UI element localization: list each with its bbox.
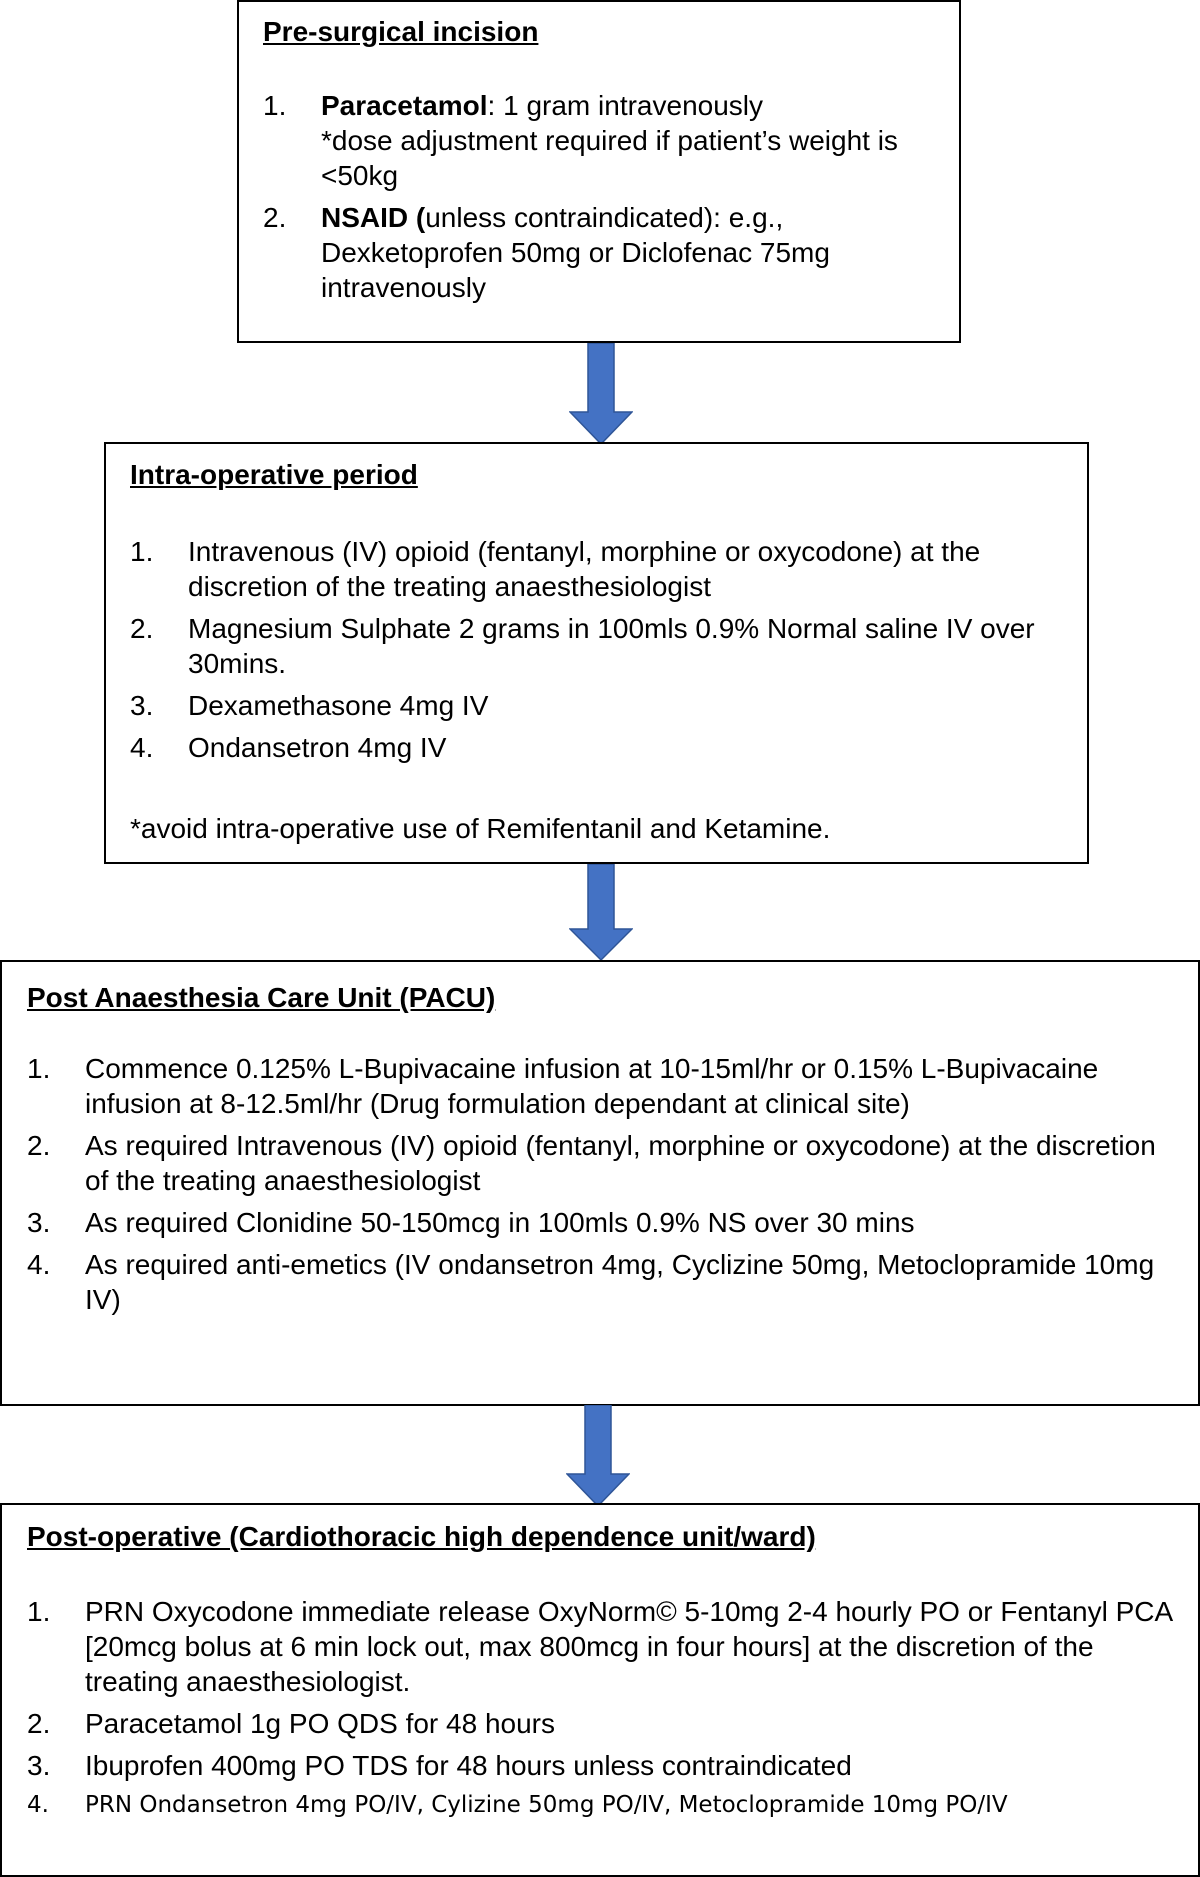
list-item [27,1790,1177,1820]
item-text: Intravenous (IV) opioid (fentanyl, morphine or oxycodone) at the discretion of the treating anaesthesiologist [188,536,981,602]
list-item [263,200,903,305]
drug-name: Paracetamol [321,90,488,121]
list-item [263,88,903,193]
list-item [27,1205,1177,1240]
list-item [130,730,1050,765]
list-item [130,688,1050,723]
list-item [27,1748,1177,1783]
item-text: Dexamethasone 4mg IV [188,690,489,721]
item-text: As required Intravenous (IV) opioid (fentanyl, morphine or oxycodone) at the discretion of the treating anaesthesiologist [85,1130,1156,1196]
item-number: 1. [27,1053,51,1084]
down-arrow-icon [569,864,633,962]
item-text: Magnesium Sulphate 2 grams in 100mls 0.9% Normal saline IV over 30mins. [188,613,1035,679]
item-number: 1. [27,1596,51,1627]
list-item [27,1128,1177,1198]
item-text: PRN Ondansetron 4mg PO/IV, Cylizine 50mg PO/IV, Metoclopramide 10mg PO/IV [85,1792,1008,1818]
pacu-box [0,960,1200,1406]
list-item [130,611,1050,681]
post-operative-box [0,1503,1200,1877]
item-number: 2. [27,1130,51,1161]
list-item [27,1594,1177,1699]
item-number: 4. [130,732,154,763]
pre-surgical-title: Pre-surgical incision [263,16,539,47]
item-number: 3. [27,1750,51,1781]
list-item [27,1247,1177,1317]
item-text: : 1 gram intravenously [487,90,764,121]
item-text: Paracetamol 1g PO QDS for 48 hours [85,1708,555,1739]
intra-operative-list [130,534,1050,772]
item-text: As required anti-emetics (IV ondansetron 4mg, Cyclizine 50mg, Metoclopramide 10mg IV) [85,1249,1155,1315]
intra-operative-note: *avoid intra-operative use of Remifentanil and Ketamine. [130,813,831,844]
pacu-title: Post Anaesthesia Care Unit (PACU) [27,982,496,1013]
down-arrow-icon [566,1405,630,1508]
item-text: Commence 0.125% L-Bupivacaine infusion at 10-15ml/hr or 0.15% L-Bupivacaine infusion at 8-12.5ml/hr (Drug formulation dependant at clinical site) [85,1053,1099,1119]
item-number: 3. [130,690,154,721]
item-number: 4. [27,1249,51,1280]
pacu-list [27,1051,1177,1324]
item-number: 1. [263,90,287,121]
item-number: 1. [130,536,154,567]
list-item [130,534,1050,604]
post-operative-list [27,1594,1177,1827]
item-text: PRN Oxycodone immediate release OxyNorm© 5-10mg 2-4 hourly PO or Fentanyl PCA [20mcg bolus at 6 min lock out, max 800mcg in four hours] at the discretion of the treating anaesthesiologist. [85,1596,1172,1697]
list-item [27,1706,1177,1741]
pre-surgical-box [237,0,961,343]
item-text: As required Clonidine 50-150mcg in 100mls 0.9% NS over 30 mins [85,1207,915,1238]
item-number: 2. [130,613,154,644]
intra-operative-box [104,442,1089,864]
pre-surgical-list [263,88,903,312]
item-number: 4. [27,1792,49,1818]
down-arrow-icon [569,343,633,446]
dose-note: *dose adjustment required if patient’s weight is <50kg [321,125,898,191]
list-item [27,1051,1177,1121]
intra-operative-title: Intra-operative period [130,459,418,490]
item-number: 3. [27,1207,51,1238]
post-operative-title: Post-operative (Cardiothoracic high dependence unit/ward) [27,1521,816,1552]
item-number: 2. [263,202,287,233]
item-number: 2. [27,1708,51,1739]
drug-name: NSAID ( [321,202,426,233]
item-text: unless contraindicated): e.g., Dexketoprofen 50mg or Diclofenac 75mg intravenously [321,202,830,303]
item-text: Ondansetron 4mg IV [188,732,447,763]
item-text: Ibuprofen 400mg PO TDS for 48 hours unless contraindicated [85,1750,852,1781]
